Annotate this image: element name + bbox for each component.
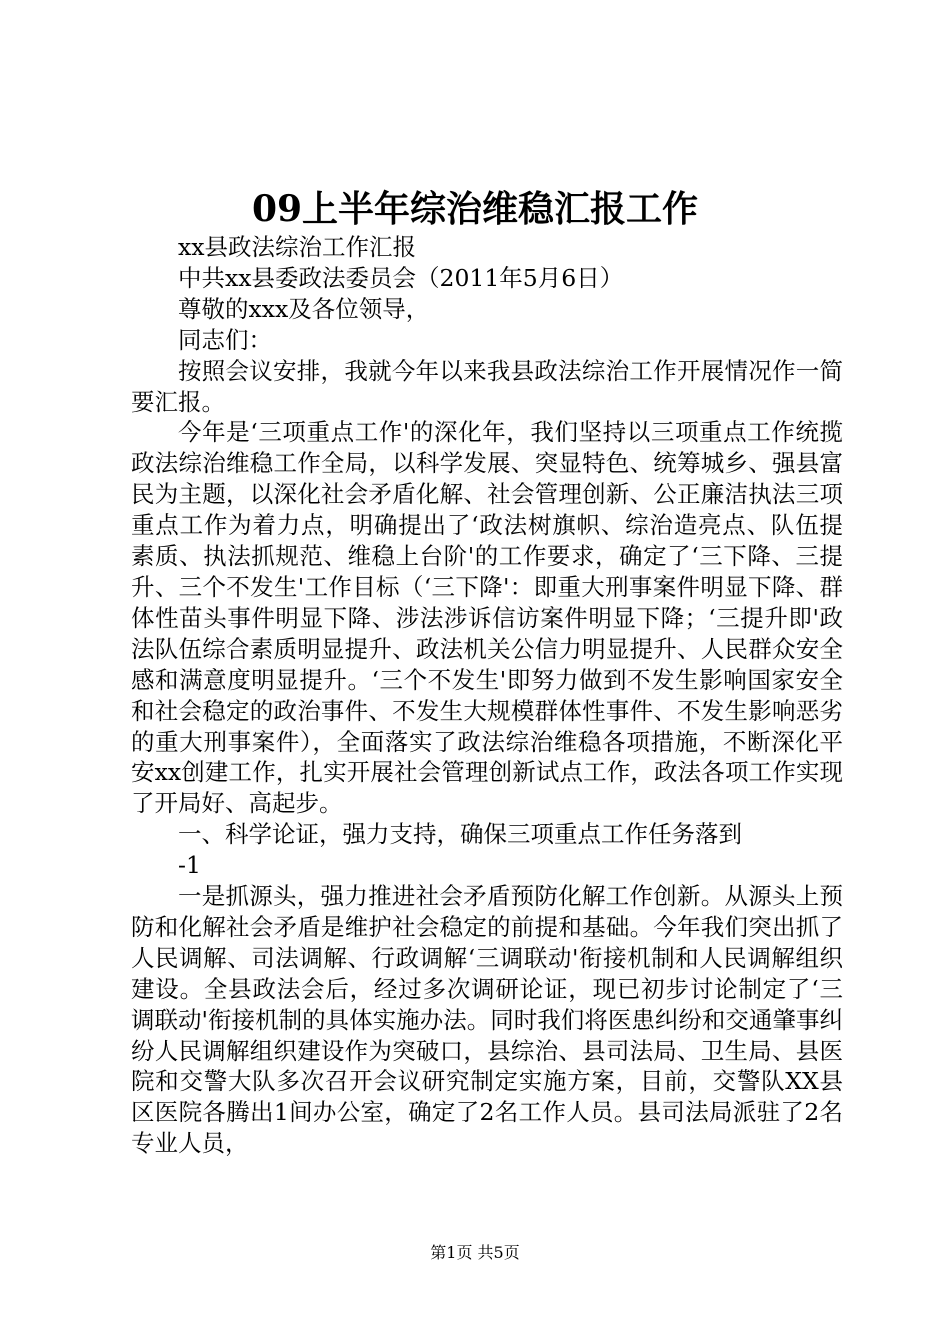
page-footer: 第1页 共5页 bbox=[430, 1243, 520, 1262]
paragraph: 一、科学论证，强力支持，确保三项重点工作任务落到 bbox=[178, 820, 742, 849]
paragraph: 按照会议安排，我就今年以来我县政法综治工作开展情况作一简要汇报。 bbox=[131, 356, 843, 416]
document-body bbox=[131, 232, 843, 1159]
paragraph: 同志们： bbox=[178, 325, 272, 354]
paragraph: 今年是‘三项重点工作'的深化年，我们坚持以三项重点工作统揽政法综治维稳工作全局，以科学发展、突显特色、统筹城乡、强县富民为主题，以深化社会矛盾化解、社会管理创新、公正廉洁执法三项重点工作为着力点，明确提出了‘政法树旗帜、综治造亮点、队伍提素质、执法抓规范、维稳上台阶'的工作要求，确定了‘三下降、三提升、三个不发生'工作目标（‘三下降'：即重大刑事案件明显下降、群体性苗头事件明显下降、涉法涉诉信访案件明显下降；‘三提升即'政法队伍综合素质明显提升、政法机关公信力明显提升、人民群众安全感和满意度明显提升。‘三个不发生'即努力做到不发生影响国家安全和社会稳定的政治事件、不发生大规模群体性事件、不发生影响恶劣的重大刑事案件），全面落实了政法综治维稳各项措施，不断深化平安xx创建工作，扎实开展社会管理创新试点工作，政法各项工作实现了开局好、高起步。 bbox=[131, 418, 843, 818]
document-title: 09上半年综治维稳汇报工作 bbox=[251, 188, 699, 230]
paragraph: 尊敬的xxx及各位领导， bbox=[178, 294, 430, 323]
paragraph: xx县政法综治工作汇报 bbox=[178, 233, 417, 261]
paragraph: 一是抓源头，强力推进社会矛盾预防化解工作创新。从源头上预防和化解社会矛盾是维护社会稳定的前提和基础。今年我们突出抓了人民调解、司法调解、行政调解‘三调联动'衔接机制和人民调解组织建设。全县政法会后，经过多次调研论证，现已初步讨论制定了‘三调联动'衔接机制的具体实施办法。同时我们将医患纠纷和交通肇事纠纷人民调解组织建设作为突破口，县综治、县司法局、卫生局、县医院和交警大队多次召开会议研究制定实施方案，目前，交警队XX县区医院各腾出1间办公室，确定了2名工作人员。县司法局派驻了2名专业人员， bbox=[131, 882, 843, 1158]
paragraph: 中共xx县委政法委员会（2011年5月6日） bbox=[178, 263, 624, 292]
paragraph: -1 bbox=[178, 851, 201, 880]
